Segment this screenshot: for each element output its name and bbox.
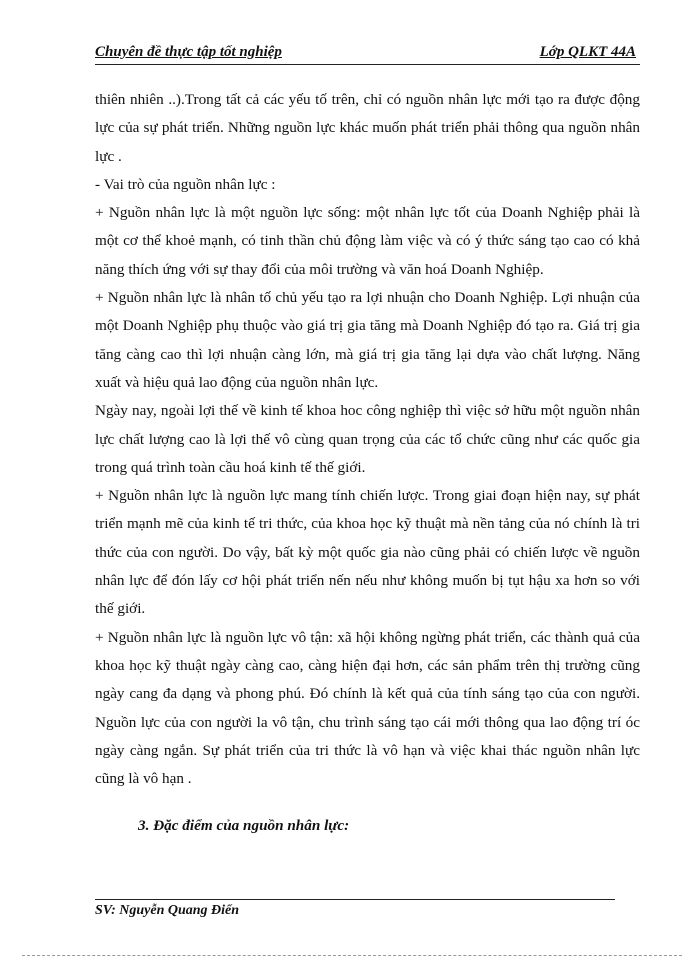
page-break-line bbox=[22, 955, 682, 956]
document-body bbox=[95, 86, 640, 793]
paragraph: thiên nhiên ..).Trong tất cả các yếu tố trên, chỉ có nguồn nhân lực mới tạo ra được động lực của sự phát triển. Những nguồn lực khác muốn phát triển phải thông qua nguồn nhân lực . bbox=[95, 91, 640, 165]
paragraph: + Nguồn nhân lực là nhân tố chủ yếu tạo ra lợi nhuận cho Doanh Nghiệp. Lợi nhuận của một Doanh Nghiệp phụ thuộc vào giá trị gia tăng mà Doanh Nghiệp đó tạo ra. Giá trị gia tăng càng cao thì lợi nhuận càng lớn, mà giá trị gia tăng lại dựa vào chất lượng. Năng xuất và hiệu quả lao động của nguồn nhân lực. bbox=[95, 289, 640, 391]
header-class-name: Lớp QLKT 44A bbox=[539, 44, 636, 60]
page-footer-author: SV: Nguyễn Quang Điển bbox=[95, 903, 240, 918]
paragraph: + Nguồn nhân lực là một nguồn lực sống: một nhân lực tốt của Doanh Nghiệp phải là một cơ thể khoẻ mạnh, có tinh thần chủ động làm việc và có ý thức sáng tạo cao có khả năng thích ứng với sự thay đổi của môi trường và văn hoá Doanh Nghiệp. bbox=[95, 204, 640, 278]
header-document-title: Chuyên đề thực tập tốt nghiệp bbox=[95, 44, 282, 60]
paragraph: + Nguồn nhân lực là nguồn lực mang tính chiến lược. Trong giai đoạn hiện nay, sự phát triển mạnh mẽ của kinh tế tri thức, của khoa học kỹ thuật mà nền tảng của nó chính là tri thức của con người. Do vậy, bất kỳ một quốc gia nào cũng phải có chiến lược về nguồn nhân lực để đón lấy cơ hội phát triển nến nếu như không muốn bị tụt hậu xa hơn so với thế giới. bbox=[95, 487, 640, 618]
paragraph: Ngày nay, ngoài lợi thế về kinh tế khoa hoc công nghiệp thì việc sở hữu một nguồn nhân lực chất lượng cao là lợi thế vô cùng quan trọng của các tổ chức cũng như các quốc gia trong quá trình toàn cầu hoá kinh tế thế giới. bbox=[95, 402, 640, 476]
page-header bbox=[95, 42, 640, 65]
section-heading: 3. Đặc điểm của nguồn nhân lực: bbox=[138, 817, 350, 834]
footer-divider bbox=[95, 899, 615, 900]
paragraph: - Vai trò của nguồn nhân lực : bbox=[95, 175, 276, 193]
paragraph: + Nguồn nhân lực là nguồn lực vô tận: xã hội không ngừng phát triển, các thành quả của khoa học kỹ thuật ngày càng cao, càng hiện đại hơn, các sản phẩm trên thị trường cũng ngày cang đa dạng và phong phú. Đó chính là kết quả của tính sáng tạo của con người. Nguồn lực của con người la vô tận, chu trình sáng tạo cái mới thông qua lao động trí óc ngày càng ngắn. Sự phát triển của tri thức là vô hạn và việc khai thác nguồn nhân lực cũng là vô hạn . bbox=[95, 628, 640, 788]
